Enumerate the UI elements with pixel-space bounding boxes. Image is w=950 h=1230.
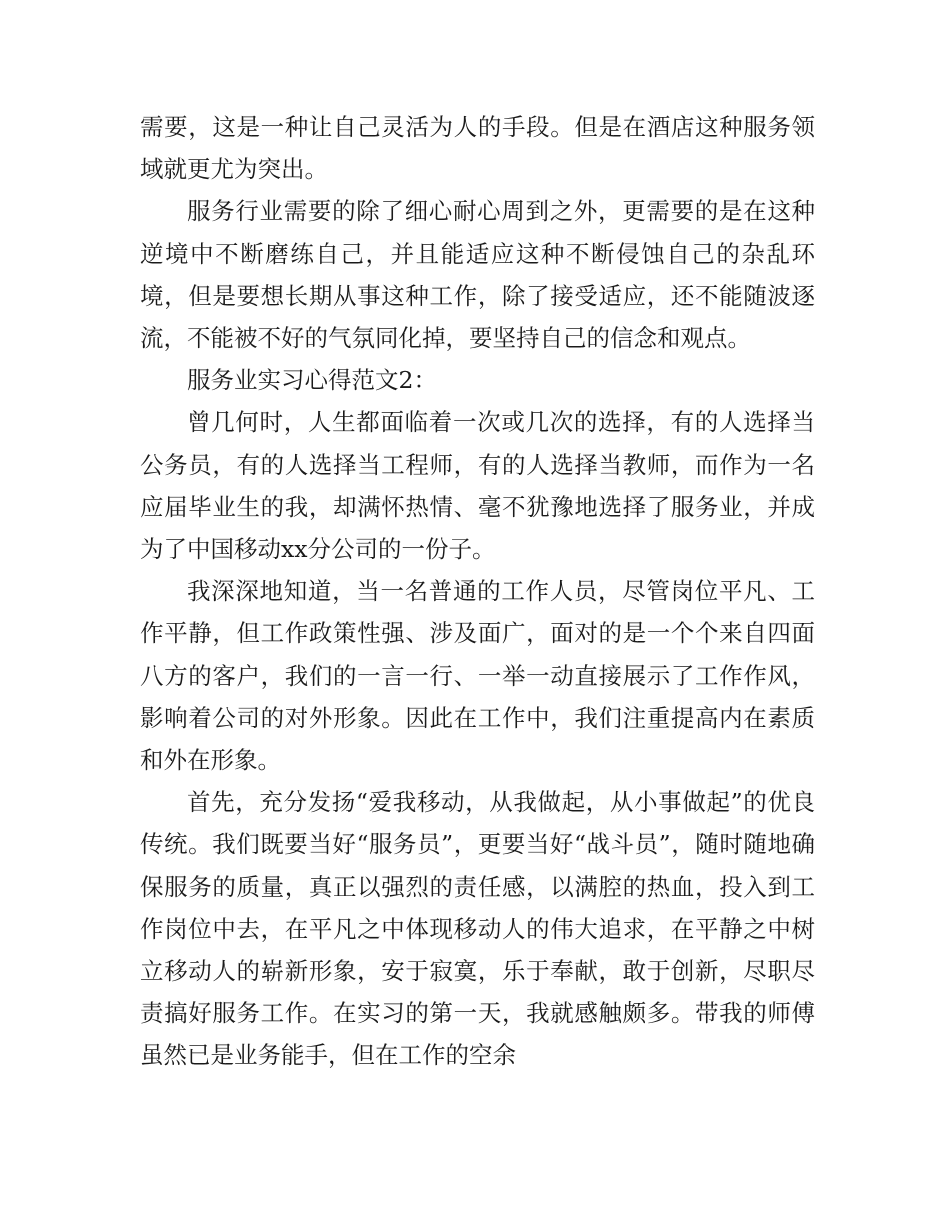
paragraph-4: 我深深地知道，当一名普通的工作人员，尽管岗位平凡、工作平静，但工作政策性强、涉及面广，面对的是一个个来自四面八方的客户，我们的一言一行、一举一动直接展示了工作作风，影响着公司的对外形象。因此在工作中，我们注重提高内在素质和外在形象。: [140, 577, 815, 775]
paragraph-5: 首先，充分发扬“爱我移动，从我做起，从小事做起”的优良传统。我们既要当好“服务员”，更要当好“战斗员”，随时随地确保服务的质量，真正以强烈的责任感，以满腔的热血，投入到工作岗位中去，在平凡之中体现移动人的伟大追求，在平静之中树立移动人的崭新形象，安于寂寞，乐于奉献，敢于创新，尽职尽责搞好服务工作。在实习的第一天，我就感触颇多。带我的师傅虽然已是业务能手，但在工作的空余: [140, 788, 815, 1070]
section-heading: 服务业实习心得范文2：: [187, 366, 437, 395]
paragraph-1: 需要，这是一种让自己灵活为人的手段。但是在酒店这种服务领域就更尤为突出。: [140, 113, 815, 184]
paragraph-2: 服务行业需要的除了细心耐心周到之外，更需要的是在这种逆境中不断磨练自己，并且能适应这种不断侵蚀自己的杂乱环境，但是要想长期从事这种工作，除了接受适应，还不能随波逐流，不能被不好的气氛同化掉，要坚持自己的信念和观点。: [140, 197, 815, 353]
document-body: [140, 106, 815, 1077]
paragraph-3: 曾几何时，人生都面临着一次或几次的选择，有的人选择当公务员，有的人选择当工程师，有的人选择当教师，而作为一名应届毕业生的我，却满怀热情、毫不犹豫地选择了服务业，并成为了中国移动xx分公司的一份子。: [140, 408, 815, 564]
